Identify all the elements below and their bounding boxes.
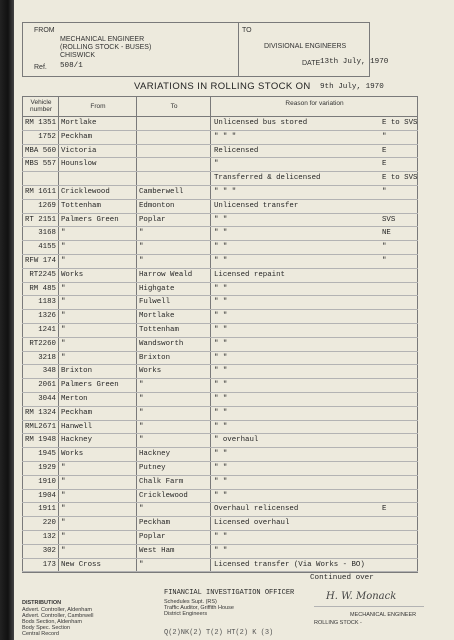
cell-to: Brixton [139, 353, 171, 362]
table-row [14, 296, 454, 308]
cell-from: Mortlake [61, 119, 97, 127]
cell-reason: " " " [214, 132, 237, 141]
cell-to: Cricklewood [139, 491, 188, 500]
cell-reason: " " [214, 408, 228, 417]
cell-to: Works [139, 367, 162, 376]
cell-from: Hanwell [61, 422, 93, 431]
table-row [14, 559, 454, 571]
cell-to: " [139, 257, 144, 265]
center-line-3: District Engineers [164, 611, 208, 617]
cell-reason: " " [214, 533, 228, 541]
table-row [14, 434, 454, 446]
cell-from: " [61, 464, 66, 472]
table-row [14, 158, 454, 170]
cell-from: " [61, 298, 66, 307]
cell-code: NE [382, 229, 391, 238]
table-row [14, 379, 454, 391]
header-top-rule [22, 22, 370, 23]
cell-to: " [139, 408, 144, 417]
cell-from: " [61, 284, 66, 293]
cell-vehicle: 1752 [38, 132, 56, 141]
cell-reason: " " [214, 243, 228, 252]
cell-reason: " " [214, 298, 228, 307]
cell-from: " [61, 339, 66, 348]
table-row [14, 421, 454, 433]
cell-code: E [382, 505, 387, 514]
cell-from: " [61, 353, 66, 362]
to-label: TO [242, 27, 252, 34]
table-row [14, 200, 454, 212]
cell-to: Highgate [139, 284, 175, 293]
cell-to: Poplar [139, 215, 166, 224]
cell-vehicle: RM 485 [29, 284, 56, 293]
table-row [14, 462, 454, 474]
table-row [14, 476, 454, 488]
cell-reason: " " [214, 312, 228, 321]
cell-reason: " overhaul [214, 436, 259, 445]
ref-value: 508/1 [60, 62, 83, 70]
cell-vehicle: RML2671 [24, 422, 56, 431]
cell-vehicle: 1904 [38, 491, 56, 500]
cell-reason: " " [214, 491, 228, 500]
table-row [14, 269, 454, 281]
table-row [14, 283, 454, 295]
cell-reason: " " [214, 326, 228, 334]
cell-from: " [61, 326, 66, 334]
header-divider [238, 22, 239, 76]
cell-from: Brixton [61, 367, 93, 376]
cell-to: " [139, 395, 144, 403]
row-rule [22, 571, 418, 572]
cell-reason: Overhaul relicensed [214, 505, 299, 514]
title-date: 9th July, 1970 [320, 83, 384, 91]
cell-vehicle: 220 [42, 519, 56, 528]
cell-vehicle: MBA 560 [24, 146, 56, 155]
center-line-2: Traffic Auditor, Griffith House [164, 605, 234, 611]
table-row [14, 545, 454, 557]
date-value: 13th July, 1970 [320, 58, 389, 66]
cell-code: " [382, 132, 387, 141]
cell-from: " [61, 229, 66, 238]
cell-reason: " " [214, 477, 228, 486]
cell-reason: " [214, 160, 219, 169]
cell-reason: Transferred & delicensed [214, 174, 321, 183]
table-row [14, 393, 454, 405]
table-row [14, 186, 454, 198]
cell-to: Putney [139, 464, 166, 472]
cell-to: " [139, 422, 144, 431]
cell-reason: " " [214, 215, 228, 224]
cell-from: " [61, 505, 66, 514]
cell-from: Peckham [61, 132, 93, 141]
cell-vehicle: RFW 174 [24, 257, 56, 265]
cell-reason: " " [214, 381, 228, 390]
center-title: FINANCIAL INVESTIGATION OFFICER [164, 589, 295, 597]
table-row [14, 352, 454, 364]
cell-reason: Unlicensed bus stored [214, 119, 308, 127]
cell-from: Tottenham [61, 201, 101, 210]
cell-from: Works [61, 270, 84, 279]
cell-code: E to SVS [382, 119, 418, 127]
table-row [14, 517, 454, 529]
cell-vehicle: RM 1351 [24, 119, 56, 127]
cell-to: Wandsworth [139, 339, 184, 348]
table-row [14, 172, 454, 184]
cell-from: " [61, 546, 66, 555]
cell-to: " [139, 381, 144, 390]
cell-reason: " " [214, 450, 228, 459]
from-line-1: MECHANICAL ENGINEER [60, 36, 145, 43]
distribution-label: DISTRIBUTION [22, 600, 62, 606]
cell-from: Hounslow [61, 160, 97, 169]
cell-reason: " " [214, 367, 228, 376]
table-row [14, 324, 454, 336]
cell-from: " [61, 491, 66, 500]
cell-reason: " " [214, 464, 228, 472]
cell-vehicle: 2061 [38, 381, 56, 390]
cell-vehicle: 1326 [38, 312, 56, 321]
table-row [14, 255, 454, 267]
cell-to: Harrow Weald [139, 270, 193, 279]
distribution-line-4: Body Spec. Section [22, 625, 71, 631]
cell-from: " [61, 312, 66, 321]
header-bottom-rule [22, 76, 370, 77]
cell-vehicle: 173 [42, 560, 56, 569]
cell-vehicle: 348 [42, 367, 56, 376]
distribution-line-2: Advert. Controller, Cambrwell [22, 613, 94, 619]
cell-vehicle: 132 [42, 533, 56, 541]
cell-to: " [139, 229, 144, 238]
cell-vehicle: RT 2151 [24, 215, 56, 224]
cell-vehicle: 302 [42, 546, 56, 555]
from-line-2: (ROLLING STOCK - BUSES) [60, 44, 152, 51]
col-header-vehicle: Vehicle number [29, 99, 53, 113]
cell-code: E [382, 146, 387, 155]
cell-code: SVS [382, 215, 396, 224]
header-right-rule [369, 22, 370, 76]
cell-code: " [382, 188, 387, 196]
distribution-line-1: Advert. Controller, Aldenham [22, 607, 93, 613]
book-binding-edge [0, 0, 14, 640]
cell-to: Chalk Farm [139, 477, 184, 486]
cell-to: " [139, 505, 144, 514]
table-row [14, 365, 454, 377]
cell-code: " [382, 243, 387, 252]
cell-vehicle: 3044 [38, 395, 56, 403]
cell-vehicle: RM 1948 [24, 436, 56, 445]
cell-to: Edmonton [139, 201, 175, 210]
table-row [14, 503, 454, 515]
cell-vehicle: RM 1324 [24, 408, 56, 417]
cell-reason: Relicensed [214, 146, 259, 155]
cell-to: Fulwell [139, 298, 171, 307]
cell-vehicle: 1241 [38, 326, 56, 334]
cell-to: Tottenham [139, 326, 179, 334]
cell-reason: " " [214, 422, 228, 431]
signer-title: MECHANICAL ENGINEER [350, 612, 417, 618]
table-row [14, 241, 454, 253]
cell-from: New Cross [61, 560, 101, 569]
cell-from: Palmers Green [61, 381, 119, 390]
cell-reason: Licensed transfer (Via Works - BO) [214, 560, 365, 569]
cell-reason: " " [214, 546, 228, 555]
col-header-to: To [170, 103, 178, 110]
cell-from: Palmers Green [61, 215, 119, 224]
cell-vehicle: 1911 [38, 505, 56, 514]
cell-vehicle: 3168 [38, 229, 56, 238]
cell-reason: " " " [214, 188, 237, 196]
table-top-rule [22, 96, 418, 97]
center-line-1: Schedules Supt. (RS) [164, 599, 217, 605]
cell-reason: Licensed repaint [214, 270, 285, 279]
continued-over: Continued over [310, 574, 374, 582]
cell-code: " [382, 257, 387, 265]
date-label: DATE [302, 60, 321, 67]
cell-to: Mortlake [139, 312, 175, 321]
cell-from: " [61, 243, 66, 252]
cell-reason: " " [214, 229, 228, 238]
document-title [134, 81, 311, 92]
cell-from: Victoria [61, 146, 97, 155]
cell-to: " [139, 560, 144, 569]
signature-rule [314, 606, 424, 607]
cell-vehicle: RT2245 [29, 270, 56, 279]
cell-reason: " " [214, 284, 228, 293]
table-row [14, 227, 454, 239]
table-row [14, 131, 454, 143]
cell-reason: Licensed overhaul [214, 519, 290, 528]
table-row [14, 448, 454, 460]
cell-to: Camberwell [139, 188, 184, 196]
table-row [14, 338, 454, 350]
cell-vehicle: 1945 [38, 450, 56, 459]
cell-reason: " " [214, 339, 228, 348]
cell-from: Hackney [61, 436, 93, 445]
cell-vehicle: MBS 557 [24, 160, 56, 169]
cell-from: " [61, 533, 66, 541]
cell-from: Peckham [61, 408, 93, 417]
cell-to: " [139, 243, 144, 252]
cell-from: Merton [61, 395, 88, 403]
table-row [14, 145, 454, 157]
cell-vehicle: 1910 [38, 477, 56, 486]
cell-vehicle: RT2260 [29, 339, 56, 348]
table-row [14, 117, 454, 129]
from-line-3: CHISWICK [60, 52, 95, 59]
cell-to: West Ham [139, 546, 175, 555]
cell-from: Cricklewood [61, 188, 110, 196]
cell-vehicle: 3218 [38, 353, 56, 362]
table-row [14, 490, 454, 502]
cell-code: E [382, 160, 387, 169]
distribution-line-3: Bods Section, Aldenham [22, 619, 82, 625]
cell-reason: " " [214, 353, 228, 362]
cell-reason: Unlicensed transfer [214, 201, 299, 210]
cell-from: " [61, 477, 66, 486]
cell-vehicle: 1269 [38, 201, 56, 210]
cell-to: Peckham [139, 519, 171, 528]
cell-reason: " " [214, 257, 228, 265]
distribution-line-5: Central Record [22, 631, 59, 637]
signature: H. W. Monack [326, 591, 397, 602]
cell-from: " [61, 519, 66, 528]
cell-from: Works [61, 450, 84, 459]
ref-label: Ref. [34, 64, 47, 71]
table-row [14, 214, 454, 226]
bottom-codes: Q(2)NK(2) T(2) HT(2) K (3) [164, 629, 274, 637]
table-row [14, 531, 454, 543]
cell-vehicle: 1929 [38, 464, 56, 472]
cell-vehicle: 4155 [38, 243, 56, 252]
cell-reason: " " [214, 395, 228, 403]
table-row [14, 310, 454, 322]
cell-from: " [61, 257, 66, 265]
col-header-reason: Reason for variation [285, 100, 344, 107]
col-header-from: From [90, 103, 106, 110]
cell-vehicle: 1183 [38, 298, 56, 307]
to-value: DIVISIONAL ENGINEERS [264, 43, 347, 50]
cell-to: " [139, 436, 144, 445]
signer-dept: ROLLING STOCK - [314, 620, 362, 626]
cell-vehicle: RM 1611 [24, 188, 56, 196]
title-text: VARIATIONS IN ROLLING STOCK ON [134, 81, 311, 92]
table-row [14, 407, 454, 419]
document-sheet [14, 0, 454, 640]
cell-to: Poplar [139, 533, 166, 541]
from-label: FROM [34, 27, 55, 34]
cell-to: Hackney [139, 450, 171, 459]
cell-code: E to SVS [382, 174, 418, 183]
header-left-rule [22, 22, 23, 76]
